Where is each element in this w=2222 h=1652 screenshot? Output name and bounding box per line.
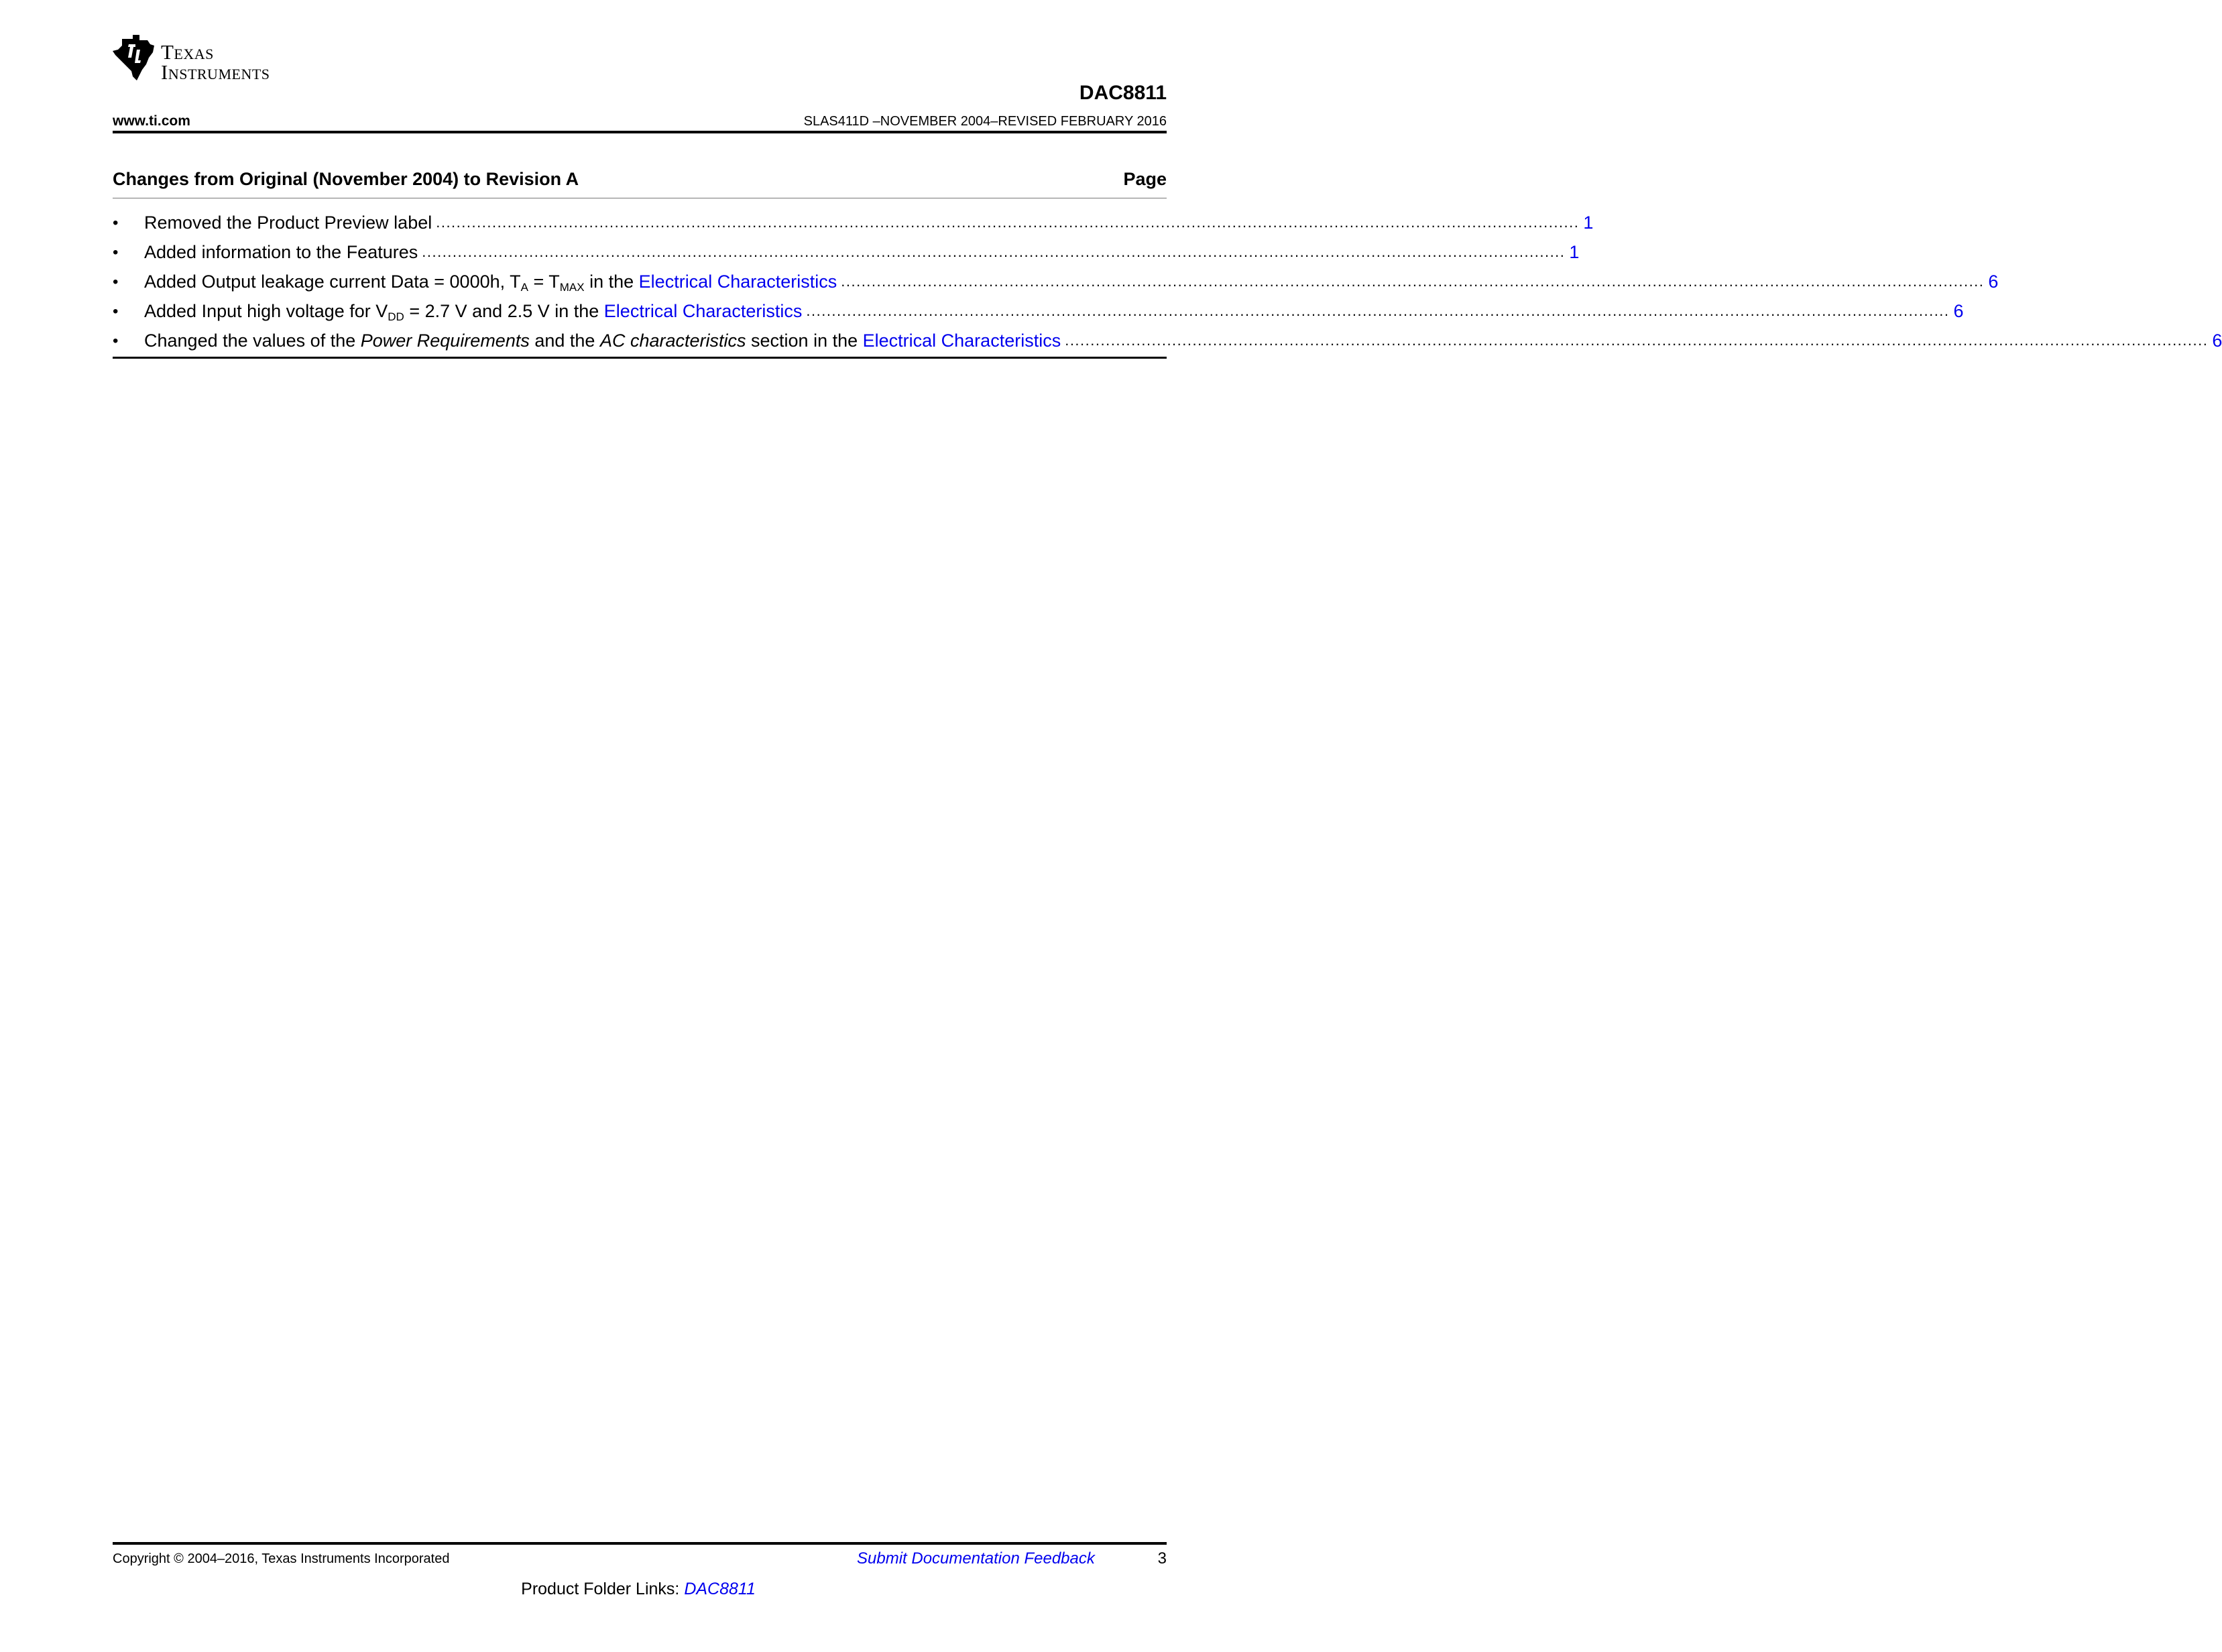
electrical-characteristics-link[interactable]: Electrical Characteristics — [638, 271, 837, 292]
page-link[interactable]: 6 — [2212, 330, 2222, 351]
bullet: • — [113, 214, 119, 232]
bullet: • — [113, 243, 119, 261]
list-item — [113, 237, 1580, 267]
page-link[interactable]: 6 — [1953, 300, 1964, 321]
product-folder-links — [0, 1581, 1277, 1598]
product-folder-label: Product Folder Links: — [521, 1580, 685, 1598]
bullet: • — [113, 332, 119, 350]
changes-list — [113, 208, 2222, 355]
section-bottom-rule — [113, 357, 1167, 359]
dot-leader: ................................................................................................................................................................................................................................ — [806, 302, 1950, 319]
page-link[interactable]: 1 — [1569, 241, 1580, 262]
logo-text-instruments: Instruments — [161, 60, 270, 84]
website-link[interactable]: www.ti.com — [113, 113, 190, 129]
logo-text-texas: Texas — [161, 40, 214, 64]
dot-leader: ................................................................................................................................................................................................................................ — [422, 243, 1566, 260]
dot-leader: ................................................................................................................................................................................................................................ — [841, 273, 1985, 290]
footer-rule — [113, 1542, 1167, 1545]
dot-leader: ................................................................................................................................................................................................................................ — [436, 214, 1580, 231]
list-item — [113, 296, 1964, 326]
electrical-characteristics-link[interactable]: Electrical Characteristics — [603, 300, 803, 321]
submit-feedback-link[interactable]: Submit Documentation Feedback — [857, 1549, 1095, 1568]
document-title: DAC8811 — [1079, 82, 1167, 104]
ti-logo — [113, 35, 314, 86]
dot-leader: ................................................................................................................................................................................................................................ — [1065, 332, 2209, 349]
bullet: • — [113, 273, 119, 291]
list-item — [113, 326, 2222, 355]
document-id: SLAS411D –NOVEMBER 2004–REVISED FEBRUARY 2016 — [803, 114, 1167, 129]
copyright-notice: Copyright © 2004–2016, Texas Instruments Incorporated — [113, 1551, 450, 1566]
changes-title: Changes from Original (November 2004) to Revision A — [113, 169, 579, 189]
page-link[interactable]: 1 — [1583, 212, 1594, 233]
change-text: Removed the Product Preview label — [144, 212, 432, 233]
change-text: Added Input high voltage for $V_{DD} = 2.7$ V and 2.5 V in the Electrical Characteristics — [144, 300, 803, 323]
page-column-label: Page — [1123, 169, 1167, 189]
change-text: Added Output leakage current Data = 0000h, $T_A = T_{MAX}$ in the Electrical Characteristics — [144, 271, 837, 294]
page-number: 3 — [1157, 1549, 1167, 1568]
product-folder-link[interactable]: DAC8811 — [684, 1580, 756, 1598]
change-text: Added information to the Features — [144, 241, 418, 262]
electrical-characteristics-link[interactable]: Electrical Characteristics — [862, 330, 1061, 351]
ti-logo-icon — [113, 35, 157, 80]
change-text: Changed the values of the Power Requirements and the AC characteristics section in the Electrical Characteristics — [144, 330, 1061, 351]
page-link[interactable]: 6 — [1988, 271, 1999, 292]
header-rule — [113, 131, 1167, 133]
list-item — [113, 267, 1999, 296]
list-item — [113, 208, 1594, 237]
bullet: • — [113, 302, 119, 320]
